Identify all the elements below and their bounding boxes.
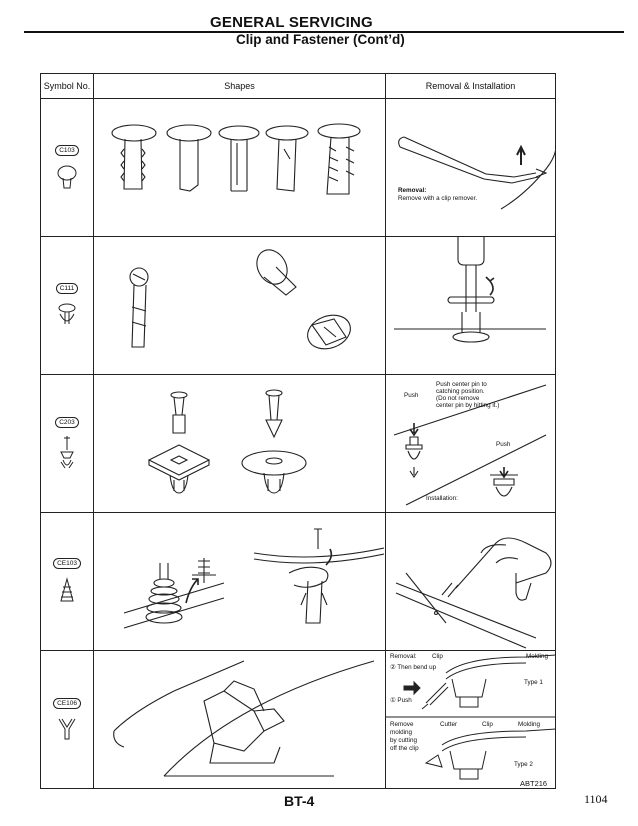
clip-symbol-icon <box>57 436 77 470</box>
symbol-badge: C111 <box>56 283 79 294</box>
r5-step1-label: ① Push <box>390 697 412 704</box>
shapes-cell <box>94 99 386 237</box>
fir-tree-clip-shapes-illustration <box>94 513 386 650</box>
shapes-cell <box>94 237 386 375</box>
removal-cell <box>386 99 556 237</box>
r5-molding-label-1: Molding <box>526 653 549 660</box>
removal-label: Removal: <box>398 187 427 194</box>
push-note-line1: Push center pin to <box>436 381 487 388</box>
clip-symbol-icon <box>57 302 77 328</box>
push-label-top: Push <box>404 392 419 399</box>
col-header-symbol: Symbol No. <box>41 74 94 99</box>
symbol-cell <box>41 375 94 513</box>
figure-reference-code: ABT216 <box>520 779 548 788</box>
table-row <box>41 651 556 789</box>
molding-clip-shapes-illustration <box>94 651 386 788</box>
push-note-line3: (Do not remove <box>436 395 480 402</box>
r5-removal-label: Removal: <box>390 653 417 660</box>
clip-symbol-icon <box>57 577 77 605</box>
clip-symbol-icon <box>57 717 77 741</box>
r5-type1-label: Type 1 <box>524 679 543 686</box>
shapes-cell <box>94 375 386 513</box>
symbol-badge: C203 <box>55 417 79 428</box>
removal-instruction: Remove with a clip remover. <box>398 195 478 202</box>
page-number: 1104 <box>584 792 608 806</box>
screwdriver-removal-illustration <box>386 237 556 374</box>
hand-pliers-removal-illustration <box>386 513 556 650</box>
r5-clip-label-2: Clip <box>482 721 493 728</box>
removal-cell <box>386 375 556 513</box>
r5-by-cutting-label: by cutting <box>390 737 417 744</box>
symbol-cell <box>41 237 94 375</box>
clip-symbol-icon <box>57 164 77 190</box>
page-subtitle: Clip and Fastener (Cont’d) <box>236 32 405 47</box>
col-header-shapes: Shapes <box>94 74 386 99</box>
installation-label: Installation: <box>426 495 458 502</box>
push-pin-rivet-shapes-illustration <box>94 375 386 512</box>
r5-type2-label: Type 2 <box>514 761 533 768</box>
section-page-code: BT-4 <box>284 793 315 809</box>
push-note-line2: catching position. <box>436 388 485 395</box>
page-title: GENERAL SERVICING <box>210 14 373 31</box>
push-clip-shapes-illustration <box>94 99 386 236</box>
symbol-badge: CE106 <box>53 698 81 709</box>
symbol-badge: CE103 <box>53 558 81 569</box>
table-row <box>41 237 556 375</box>
screw-clip-shapes-illustration <box>94 237 386 374</box>
shapes-cell <box>94 513 386 651</box>
table-header-row <box>41 74 556 99</box>
removal-cell <box>386 651 556 789</box>
clip-fastener-table <box>40 73 556 789</box>
symbol-cell <box>41 513 94 651</box>
r5-clip-label-1: Clip <box>432 653 443 660</box>
r5-step2-label: ② Then bend up <box>390 664 437 671</box>
table-row <box>41 99 556 237</box>
clip-remover-tool-illustration <box>386 99 556 236</box>
symbol-badge: C103 <box>55 145 79 156</box>
r5-molding-word: molding <box>390 729 413 736</box>
removal-cell <box>386 237 556 375</box>
removal-cell <box>386 513 556 651</box>
r5-remove-label: Remove <box>390 721 414 728</box>
r5-molding-label-2: Molding <box>518 721 541 728</box>
push-note-line4: center pin by hitting it.) <box>436 402 500 409</box>
col-header-removal: Removal & Installation <box>386 74 556 99</box>
symbol-cell <box>41 99 94 237</box>
r5-cutter-label: Cutter <box>440 721 458 728</box>
table-row <box>41 513 556 651</box>
push-label-right: Push <box>496 441 511 448</box>
r5-off-clip-label: off the clip <box>390 745 419 752</box>
shapes-cell <box>94 651 386 789</box>
table-row <box>41 375 556 513</box>
symbol-cell <box>41 651 94 789</box>
